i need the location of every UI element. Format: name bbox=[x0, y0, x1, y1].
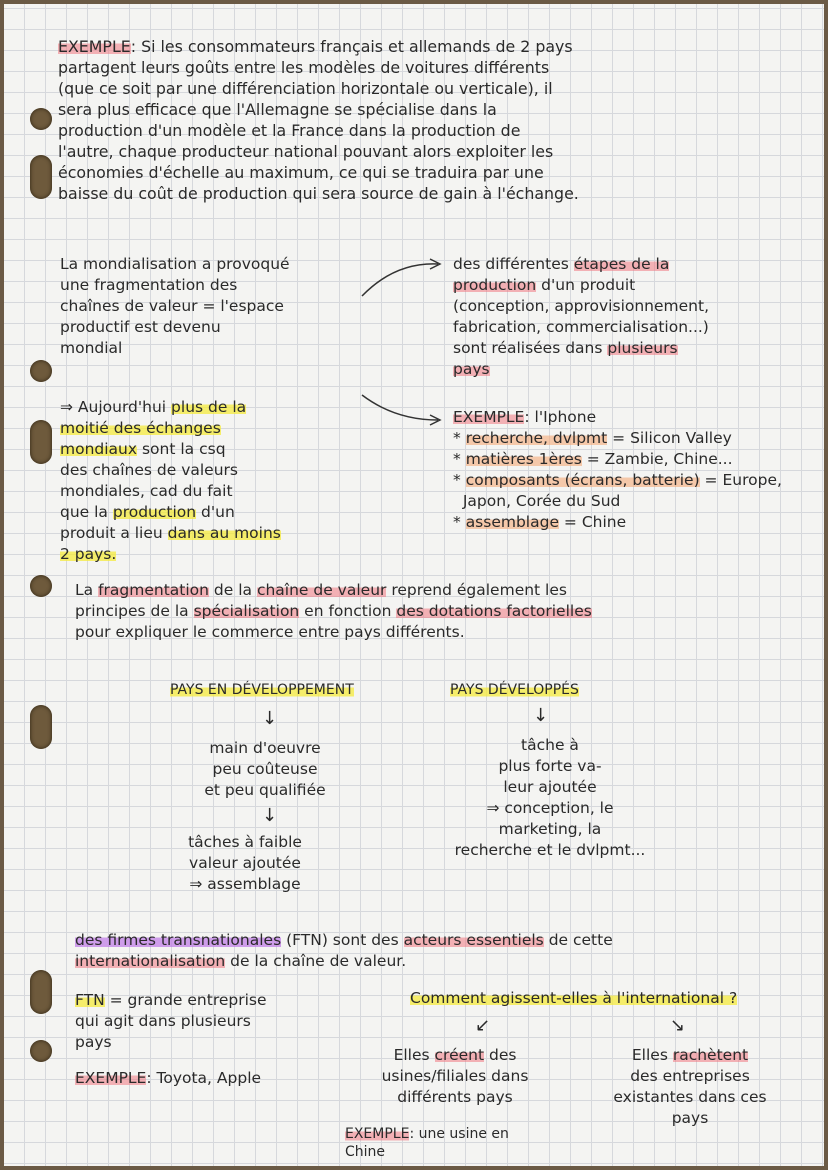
text-segment: ⇒ assemblage bbox=[189, 875, 301, 893]
highlighted-text: dans au moins bbox=[167, 524, 281, 542]
highlighted-text: composants (écrans, batterie) bbox=[465, 471, 700, 489]
text-segment: Chine bbox=[345, 1144, 386, 1160]
text-line bbox=[590, 1045, 790, 1066]
text-line bbox=[450, 680, 579, 701]
text-segment: et peu qualifiée bbox=[204, 781, 326, 799]
text-line bbox=[160, 759, 370, 780]
text-line bbox=[75, 930, 613, 951]
highlighted-text: des firmes transnationales bbox=[75, 931, 282, 949]
highlighted-text: moitié des échanges bbox=[60, 419, 221, 437]
highlighted-text: plus de la bbox=[171, 398, 247, 416]
text-segment: * bbox=[453, 513, 466, 531]
text-segment: = Silicon Valley bbox=[607, 429, 732, 447]
arrow-down-right-icon: ↘ bbox=[670, 1015, 686, 1036]
ftn-definition bbox=[75, 990, 267, 1053]
highlighted-text: Comment agissent-elles à l'international ? bbox=[410, 989, 738, 1007]
arrow-down-left-icon: ↙ bbox=[475, 1015, 491, 1036]
text-line bbox=[160, 738, 370, 759]
highlighted-text: assemblage bbox=[465, 513, 559, 531]
arrow-down-icon: ↓ bbox=[262, 708, 278, 729]
arrow-down-icon: ↓ bbox=[533, 705, 549, 726]
highlighted-text: acteurs essentiels bbox=[403, 931, 544, 949]
highlighted-text: EXEMPLE bbox=[75, 1069, 147, 1087]
text-segment: pour expliquer le commerce entre pays différents. bbox=[75, 623, 465, 641]
text-segment: : Toyota, Apple bbox=[146, 1069, 262, 1087]
text-segment: * bbox=[453, 471, 466, 489]
highlighted-text: EXEMPLE bbox=[453, 408, 525, 426]
text-segment: : une usine en bbox=[409, 1126, 509, 1142]
text-segment: économies d'échelle au maximum, ce qui se traduira par une bbox=[58, 163, 544, 182]
text-line bbox=[75, 1032, 267, 1053]
highlighted-text: des dotations factorielles bbox=[396, 602, 592, 620]
text-segment: productif est devenu bbox=[60, 318, 221, 336]
text-segment: ⇒ conception, le bbox=[486, 799, 614, 817]
text-segment: principes de la bbox=[75, 602, 194, 620]
text-line bbox=[75, 990, 267, 1011]
text-segment: reprend également les bbox=[386, 581, 567, 599]
text-segment: : Si les consommateurs français et allemands de 2 pays bbox=[130, 37, 573, 56]
pays-developpes-heading bbox=[450, 680, 579, 701]
highlighted-text: EXEMPLE bbox=[58, 37, 131, 56]
text-segment: = Europe, bbox=[699, 471, 782, 489]
text-line bbox=[440, 735, 660, 756]
text-segment: main d'oeuvre bbox=[209, 739, 321, 757]
text-segment: peu coûteuse bbox=[212, 760, 318, 778]
text-line bbox=[170, 680, 354, 701]
text-segment: La mondialisation a provoqué bbox=[60, 255, 290, 273]
text-segment: tâches à faible bbox=[188, 833, 302, 851]
text-line bbox=[145, 853, 345, 874]
creent-usines-note bbox=[345, 1045, 565, 1108]
highlighted-text: mondiaux bbox=[60, 440, 138, 458]
text-segment: (conception, approvisionnement, bbox=[453, 297, 709, 315]
text-segment: produit a lieu bbox=[60, 524, 168, 542]
highlighted-text: chaîne de valeur bbox=[256, 581, 387, 599]
text-segment: Japon, Corée du Sud bbox=[453, 492, 621, 510]
text-line bbox=[590, 1066, 790, 1087]
text-segment: des chaînes de valeurs bbox=[60, 461, 238, 479]
text-segment: marketing, la bbox=[498, 820, 602, 838]
usine-example bbox=[345, 1125, 509, 1161]
highlighted-text: recherche, dvlpmt bbox=[465, 429, 608, 447]
text-line bbox=[590, 1108, 790, 1129]
highlighted-text: spécialisation bbox=[193, 602, 300, 620]
text-segment: valeur ajoutée bbox=[189, 854, 301, 872]
text-segment: Elles bbox=[393, 1046, 435, 1064]
text-segment: * bbox=[453, 450, 466, 468]
highlighted-text: matières 1ères bbox=[465, 450, 582, 468]
text-line bbox=[345, 1125, 509, 1143]
text-line bbox=[440, 798, 660, 819]
text-segment: que la bbox=[60, 503, 113, 521]
text-segment: mondiales, cad du fait bbox=[60, 482, 233, 500]
text-segment: usines/filiales dans bbox=[381, 1067, 529, 1085]
text-segment: ⇒ Aujourd'hui bbox=[60, 398, 172, 416]
text-line bbox=[345, 1066, 565, 1087]
highlighted-text: production bbox=[453, 276, 537, 294]
text-line bbox=[590, 1087, 790, 1108]
text-segment: qui agit dans plusieurs bbox=[75, 1012, 251, 1030]
text-line bbox=[145, 832, 345, 853]
text-line bbox=[145, 874, 345, 895]
comment-question bbox=[410, 988, 737, 1009]
text-segment: * bbox=[453, 429, 466, 447]
highlighted-text: EXEMPLE bbox=[345, 1126, 410, 1142]
text-segment: tâche à bbox=[521, 736, 579, 754]
text-segment: fabrication, commercialisation...) bbox=[453, 318, 709, 336]
text-segment: pays bbox=[671, 1109, 709, 1127]
text-line bbox=[75, 951, 613, 972]
text-line bbox=[440, 819, 660, 840]
highlighted-text: PAYS EN DÉVELOPPEMENT bbox=[170, 682, 354, 698]
text-line bbox=[75, 1068, 261, 1089]
text-segment: l'autre, chaque producteur national pouvant alors exploiter les bbox=[58, 142, 554, 161]
fragmentation-paragraph bbox=[75, 580, 592, 643]
text-segment: leur ajoutée bbox=[503, 778, 597, 796]
highlighted-text: étapes de la bbox=[573, 255, 670, 273]
text-segment: recherche et le dvlpmt... bbox=[454, 841, 646, 859]
text-segment: chaînes de valeur = l'espace bbox=[60, 297, 284, 315]
text-segment: d'un produit bbox=[536, 276, 636, 294]
text-segment: de la chaîne de valeur. bbox=[225, 952, 407, 970]
pays-developpes-tasks bbox=[440, 735, 660, 861]
ftn-paragraph bbox=[75, 930, 613, 972]
highlighted-text: FTN bbox=[75, 991, 105, 1009]
rachetent-entreprises-note bbox=[590, 1045, 790, 1129]
text-line bbox=[345, 1087, 565, 1108]
text-segment: La bbox=[75, 581, 99, 599]
text-segment: plus forte va- bbox=[498, 757, 602, 775]
highlighted-text: 2 pays. bbox=[60, 545, 117, 563]
text-segment: des différentes bbox=[453, 255, 574, 273]
text-segment: de la bbox=[208, 581, 257, 599]
text-line bbox=[345, 1143, 509, 1161]
highlighted-text: production bbox=[112, 503, 197, 521]
text-segment: d'un bbox=[196, 503, 235, 521]
text-line bbox=[160, 780, 370, 801]
text-line bbox=[75, 601, 592, 622]
text-segment: production d'un modèle et la France dans la production de bbox=[58, 121, 521, 140]
text-segment: sera plus efficace que l'Allemagne se spécialise dans la bbox=[58, 100, 497, 119]
text-line bbox=[75, 1011, 267, 1032]
text-line bbox=[440, 840, 660, 861]
text-segment: mondial bbox=[60, 339, 123, 357]
text-line bbox=[410, 988, 737, 1009]
text-segment: existantes dans ces bbox=[613, 1088, 767, 1106]
text-segment: pays bbox=[75, 1033, 112, 1051]
highlighted-text: PAYS DÉVELOPPÉS bbox=[450, 682, 579, 698]
text-segment: des bbox=[484, 1046, 517, 1064]
arrow-down-icon: ↓ bbox=[262, 805, 278, 826]
text-segment: = Zambie, Chine... bbox=[581, 450, 733, 468]
text-line bbox=[440, 777, 660, 798]
text-line bbox=[75, 580, 592, 601]
text-segment: une fragmentation des bbox=[60, 276, 238, 294]
pays-en-developpement-heading bbox=[170, 680, 354, 701]
highlighted-text: internationalisation bbox=[75, 952, 226, 970]
ftn-example bbox=[75, 1068, 261, 1089]
text-segment: = grande entreprise bbox=[104, 991, 267, 1009]
text-segment: baisse du coût de production qui sera source de gain à l'échange. bbox=[58, 184, 579, 203]
text-segment: en fonction bbox=[299, 602, 397, 620]
text-segment: des entreprises bbox=[630, 1067, 750, 1085]
pays-dev-characteristics bbox=[160, 738, 370, 801]
text-segment: sont la csq bbox=[137, 440, 226, 458]
text-segment: : l'Iphone bbox=[524, 408, 597, 426]
text-segment: sont réalisées dans bbox=[453, 339, 608, 357]
text-line bbox=[345, 1045, 565, 1066]
highlighted-text: fragmentation bbox=[98, 581, 209, 599]
highlighted-text: créent bbox=[434, 1046, 485, 1064]
text-segment: de cette bbox=[543, 931, 613, 949]
highlighted-text: pays bbox=[453, 360, 490, 378]
text-line bbox=[440, 756, 660, 777]
text-segment: partagent leurs goûts entre les modèles de voitures différents bbox=[58, 58, 550, 77]
text-line bbox=[75, 622, 592, 643]
text-segment: différents pays bbox=[397, 1088, 513, 1106]
highlighted-text: rachètent bbox=[672, 1046, 749, 1064]
text-segment: (que ce soit par une différenciation horizontale ou verticale), il bbox=[58, 79, 553, 98]
pays-dev-tasks bbox=[145, 832, 345, 895]
highlighted-text: plusieurs bbox=[607, 339, 678, 357]
text-segment: (FTN) sont des bbox=[281, 931, 404, 949]
text-segment: Elles bbox=[631, 1046, 673, 1064]
text-segment: = Chine bbox=[559, 513, 627, 531]
